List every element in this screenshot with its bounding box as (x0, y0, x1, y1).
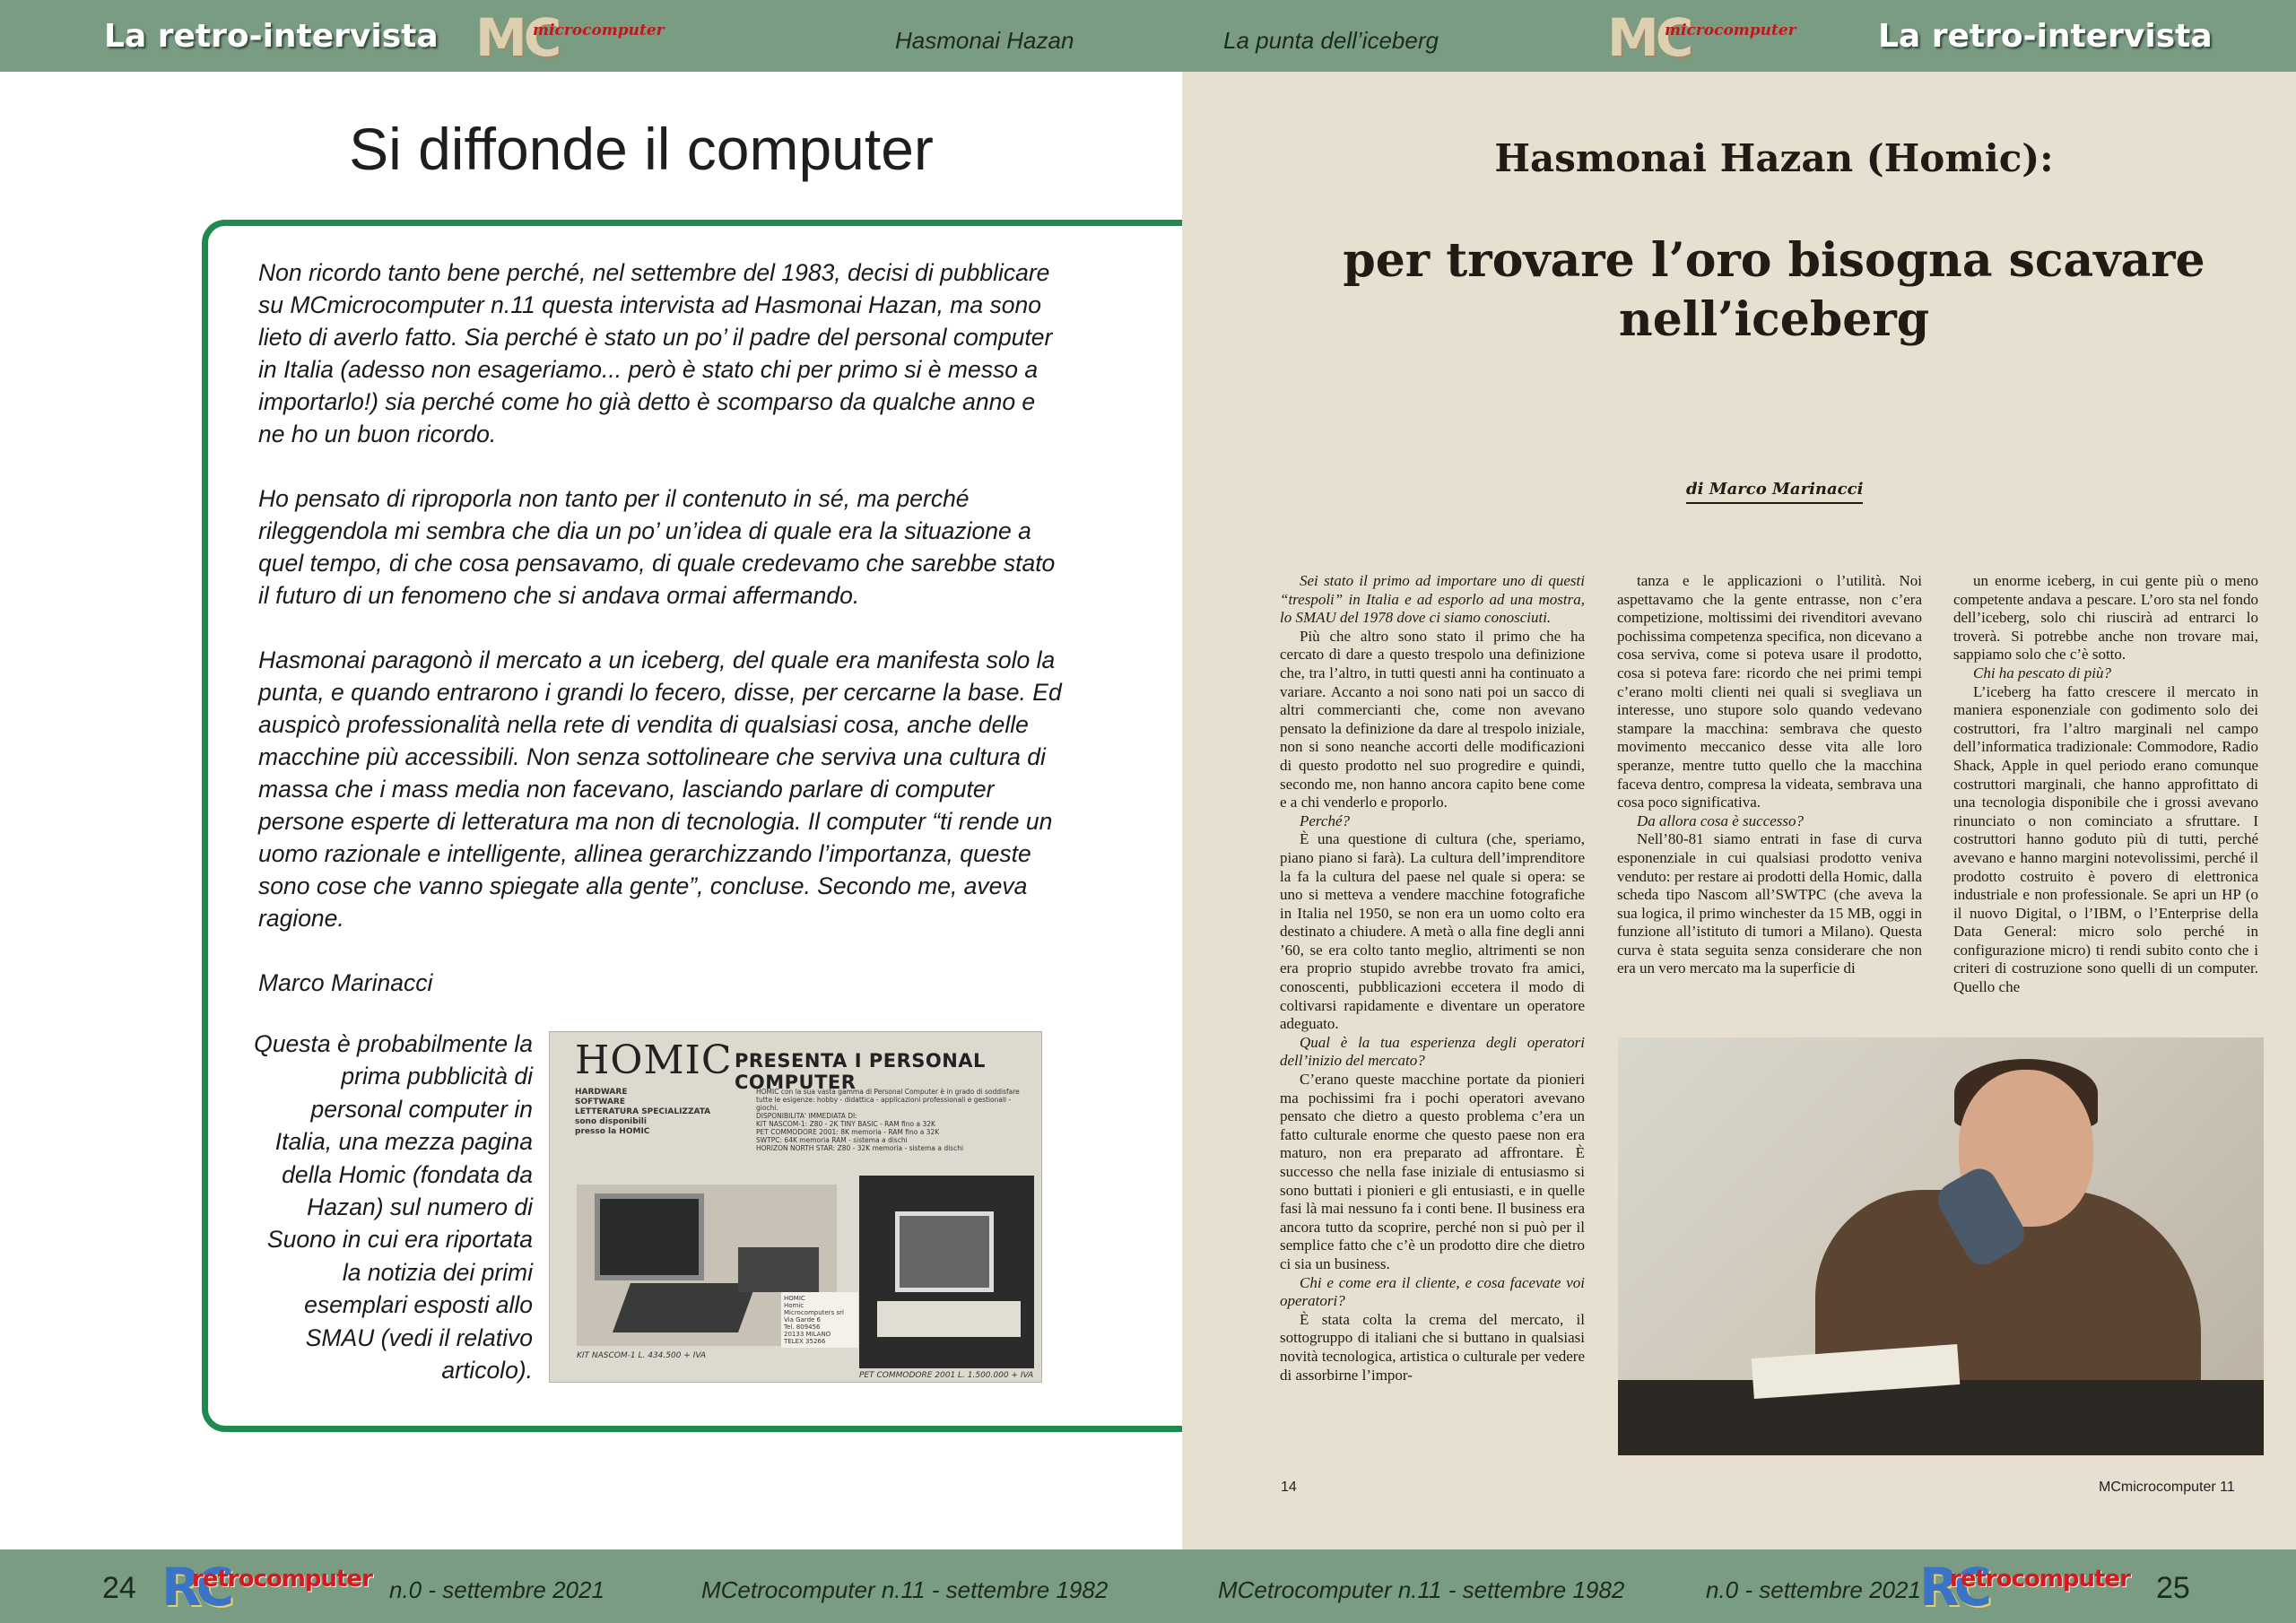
section-label-left: La retro-intervista (104, 18, 439, 55)
interview-question: Da allora cosa è successo? (1637, 812, 1805, 829)
page-number-right: 25 (2156, 1571, 2190, 1605)
mc-logo-word: microcomputer (533, 22, 665, 39)
interview-answer: È stata colta la crema del mercato, il sottogruppo di italiani che si buttano in qualsiasi novità tecnologica, artistica o culturale per vedere di assorbirne l’impor- (1280, 1310, 1585, 1384)
author-signature: Marco Marinacci (258, 969, 433, 996)
interviewee-label: Hasmonai Hazan (895, 27, 1074, 54)
interview-question: Chi ha pescato di più? (1973, 664, 2111, 681)
interview-answer: È una questione di cultura (che, speriamo, piano piano si farà). La cultura dell’imprenditore la fa la cultura del paese nel quale si opera: se uno si metteva a vendere macchine fotografiche in Italia nel 1950, se non era un uomo colto era destinato a chiudere. A metà o alla fine degli anni ’60, se era colto tanto meglio, altrimenti se non era proprio stupido avrebbe trovato fra amici, conoscenti, pubblicazioni eccetera il modo di coltivarsi rapidamente e diventare un operatore adeguato. (1280, 830, 1585, 1033)
pet-commodore-photo (859, 1176, 1034, 1368)
article-column-1 (1280, 572, 1585, 1384)
rc-logo-word: retrocomputer (1950, 1566, 2130, 1593)
issue-label-left: n.0 - settembre 2021 (389, 1576, 604, 1603)
article-column-3 (1953, 572, 2258, 997)
interview-question: Sei stato il primo ad importare uno di questi “trespoli” in Italia e ad esporlo ad una mostra, lo SMAU del 1978 dove ci siamo conosciuti. (1280, 572, 1585, 627)
scan-page-number: 14 (1281, 1480, 1297, 1495)
page-title: Si diffonde il computer (349, 116, 934, 182)
topic-label: La punta dell’iceberg (1223, 27, 1439, 54)
ad-caption-nascom: KIT NASCOM-1 L. 434.500 + IVA (577, 1351, 707, 1360)
issue-label-right: n.0 - settembre 2021 (1706, 1576, 1921, 1603)
hazan-photo (1618, 1037, 2264, 1455)
interview-question: Qual è la tua esperienza degli operatori dell’inizio del mercato? (1280, 1033, 1585, 1070)
top-bar (0, 0, 2296, 72)
ad-brand: HOMIC (575, 1037, 733, 1083)
interview-answer: C’erano queste macchine portate da pionieri ma pochissimi fra i pochi operatori avevano pensato che dietro a questo problema c’era un fatto culturale enorme che questo paese non era maturo, non era preparato ad affrontare. È successo che nella fase iniziale di entusiasmo si sono buttati i pionieri e gli entusiasti, e in quelle fasi là mai nessuno fa i conti bene. Il business era ancora tutto da scoprire, perché non si può per il semplice fatto che c’è un prodotto dire che dietro ci sia un business. (1280, 1071, 1585, 1272)
scan-magazine-name: MCmicrocomputer 11 (2099, 1480, 2235, 1495)
source-label-right: MCetrocomputer n.11 - settembre 1982 (1218, 1576, 1625, 1603)
ad-address: HOMIC Homic Microcomputers srl Via Garde 6 Tel. 809456 20133 MILANO TELEX 35266 (781, 1292, 858, 1348)
ad-caption-pet: PET COMMODORE 2001 L. 1.500.000 + IVA (859, 1371, 1034, 1380)
article-headline-1: Hasmonai Hazan (Homic): (1494, 136, 2054, 180)
mc-logo-word: microcomputer (1665, 22, 1796, 39)
retrocomputer-logo-right: RC retrocomputer (1919, 1557, 2130, 1618)
ad-right-text: HOMIC con la sua vasta gamma di Personal Computer è in grado di soddisfare tutte le esigenze: hobby - didattica - applicazioni professionali e gestionali - giochi. DISPONIBILITA' IMMEDIATA DI: KIT NASCOM-1: Z80 - 2K TINY BASIC - RAM fino a 32K PET COMMODORE 2001: 8K memoria - RAM fino a 32K SWTPC: 64K memoria RAM - sistema a dischi HORIZON NORTH STAR: Z80 - 32K memoria - sistema a dischi (756, 1088, 1020, 1152)
interview-answer: un enorme iceberg, in cui gente più o meno competente andava a pescare. L’oro sta nel fondo dell’iceberg, solo chi riuscirà ad entrarci lo troverà. Si potrebbe anche non trovare mai, sappiamo solo che c’è sotto. (1953, 572, 2258, 664)
interview-answer: Più che altro sono stato il primo che ha cercato di dare a questo trespolo una definizione che, tra l’altro, in tutti questi anni ha continuato a variare. Accanto a noi sono nati poi un sacco di altri commercianti che, come non avevano pensato la definizione da dare al trespolo iniziale, non si sono neanche accorti delle modificazioni di questo prodotto nel suo progredire e quindi, secondo me, non hanno ancora capito bene come e a chi venderlo e proporlo. (1280, 627, 1585, 812)
mc-logo-left: MC microcomputer (475, 7, 665, 68)
ad-left-list: HARDWARE SOFTWARE LETTERATURA SPECIALIZZATA sono disponibili presso la HOMIC (575, 1088, 711, 1136)
intro-paragraph-1: Non ricordo tanto bene perché, nel settembre del 1983, decisi di pubblicare su MCmicrocomputer n.11 questa intervista ad Hasmonai Hazan, ma sono lieto di averlo fatto. Sia perché è stato un po’ il padre del personal computer in Italia (adesso non esageriamo... però è stato chi per primo si è messo a importarlo!) sia perché come ho già detto è scomparso da qualche anno e ne ho un buon ricordo. (258, 259, 1053, 447)
intro-paragraph-3: Hasmonai paragonò il mercato a un iceberg, del quale era manifesta solo la punta, e quando entrarono i grandi lo fecero, disse, per cercarne la base. Ed auspicò professionalità nella rete di vendita di qualsiasi cosa, anche delle macchine più accessibili. Non senza sottolineare che serviva una cultura di massa che i mass media non facevano, lasciando parlare di computer persone esperte di letteratura ma non di tecnologia. Il computer “ti rende un uomo razionale e intelligente, allinea gerarchizzando l’importanza, queste sono cose che vanno spiegate alla gente”, concluse. Secondo me, aveva ragione. (258, 647, 1062, 932)
interview-question: Perché? (1300, 812, 1351, 829)
page-number-left: 24 (102, 1571, 136, 1605)
ad-caption: Questa è probabilmente la prima pubblicità di personal computer in Italia, una mezza pagina della Homic (fondata da Hazan) sul numero di Suono in cui era riportata la notizia dei primi esemplari esposti allo SMAU (vedi il relativo articolo). (254, 1030, 533, 1384)
source-label-left: MCetrocomputer n.11 - settembre 1982 (701, 1576, 1109, 1603)
rc-logo-word: retrocomputer (192, 1566, 372, 1593)
ad-headline: PRESENTA I PERSONAL COMPUTER (735, 1050, 986, 1093)
homic-ad-image (549, 1031, 1042, 1383)
interview-answer: L’iceberg ha fatto crescere il mercato in maniera esponenziale con godimento solo dei costruttori, fra l’altro marginali nel campo dell’informatica tradizionale: Commodore, Radio Shack, Apple in quel periodo erano comunque costruttori marginali, che hanno approfittato di una tecnologia disponibile che i grossi avevano rinunciato o non cominciato a sfruttare. I costruttori hanno goduto più di tutti, perché avevano e hanno margini notevolissimi, perché il prodotto costruito è povero di elettronica industriale e non professionale. Se apri un HP (o il nuovo Digital, o l’IBM, o l’Enterprise della Data General: micro solo perché in configurazione micro) ti rendi subito conto che i criteri di costruzione sono quelli di un computer. Quello che (1953, 682, 2258, 996)
interview-answer: Nell’80-81 siamo entrati in fase di curva esponenziale in cui qualsiasi prodotto veniva venduto: per restare ai prodotti della Homic, dalla scheda tipo Nascom all’SWTPC (che aveva la sua logica, il primo winchester da 15 MB, oggi in funzione all’istituto di tumori a Milano). Questa curva è stata seguita senza considerare che non era un vero mercato ma la superficie di (1617, 830, 1922, 977)
intro-paragraph-2: Ho pensato di riproporla non tanto per il contenuto in sé, ma perché rileggendola mi sembra che dia un po’ un’idea di quale era la situazione a quel tempo, di che cosa pensavamo, di quale credevamo che sarebbe stato il futuro di un fenomeno che si andava ormai affermando. (258, 485, 1056, 609)
mc-logo-right: MC microcomputer (1607, 7, 1796, 68)
article-byline: di Marco Marinacci (1686, 480, 1863, 504)
article-column-2 (1617, 572, 1922, 978)
article-headline-2: per trovare l’oro bisogna scavare nell’iceberg (1343, 233, 2205, 347)
interview-question: Chi e come era il cliente, e cosa facevate voi operatori? (1280, 1273, 1585, 1310)
interview-answer: tanza e le applicazioni o l’utilità. Noi aspettavamo che la gente entrasse, non c’era competizione, moltissimi dei rivenditori avevano pochissima competenza specifica, non dicevano a cosa serviva, come si poteva usare il prodotto, cosa si poteva fare: ricordo che nei primi tempi c’erano molti clienti nei quali si svegliava un interesse, uno stupore solo quando vedevano stampare la macchina: sembrava che questo movimento meccanico desse vita alle loro speranze, mentre tutto quello che la macchina faceva dentro, compresa la videata, sembrava una cosa poco significativa. (1617, 572, 1922, 812)
section-label-right: La retro-intervista (1878, 18, 2213, 55)
retrocomputer-logo-left: RC retrocomputer (161, 1557, 372, 1618)
